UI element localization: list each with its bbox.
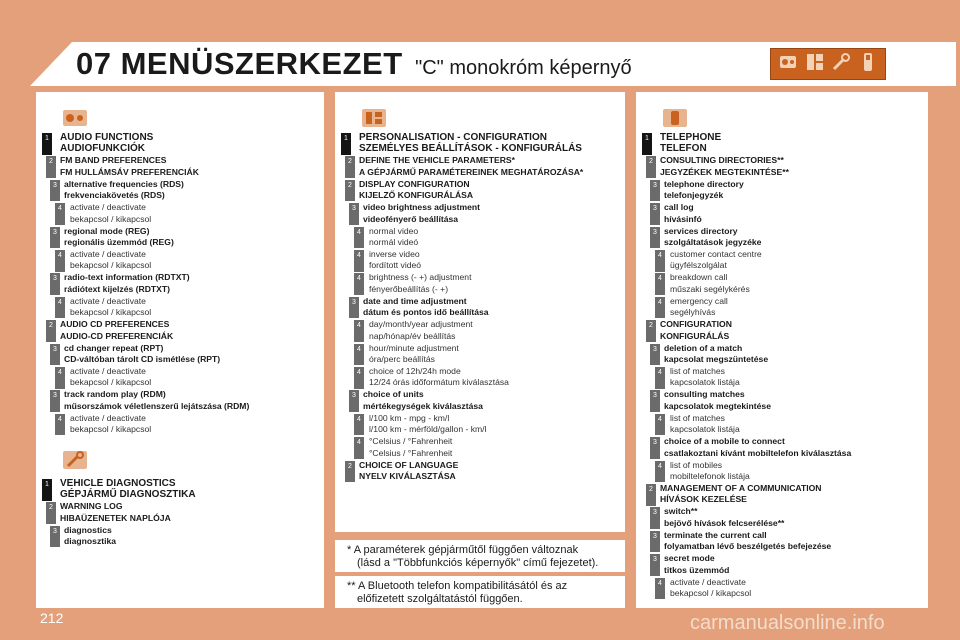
menu-entry-line: HÍVÁSOK KEZELÉSE (660, 494, 747, 505)
menu-entry-line: customer contact centre (670, 249, 762, 259)
menu-entry-line: date and time adjustment (363, 295, 467, 306)
menu-entry-line: DISPLAY CONFIGURATION (359, 178, 470, 189)
menu-entry-line: frekvenciakövetés (RDS) (64, 190, 165, 201)
menu-entry-line: activate / deactivate (670, 576, 746, 587)
menu-entry-line: track random play (RDM) (64, 389, 166, 400)
footnote-2 (335, 576, 625, 608)
menu-entry-line: activate / deactivate (70, 412, 146, 423)
level-4-badge: 4 (655, 578, 665, 600)
menu-entry-line: folyamatban lévő beszélgetés befejezése (664, 541, 832, 552)
level-2-badge: 2 (646, 320, 656, 342)
level-4-badge: 4 (55, 297, 65, 319)
level-2-badge: 2 (46, 502, 56, 524)
level-2-badge: 2 (345, 180, 355, 202)
header-icon-strip (770, 48, 886, 80)
menu-entry-line: services directory (664, 225, 738, 236)
level-4-badge: 4 (655, 273, 665, 295)
page-number: 212 (40, 610, 64, 626)
menu-entry-line: radio-text information (RDTXT) (64, 272, 190, 283)
level-2-badge: 2 (646, 156, 656, 178)
personalisation-icon (804, 51, 826, 78)
menu-entry-line: bekapcsol / kikapcsol (70, 260, 152, 271)
menu-entry-line: terminate the current call (664, 529, 767, 540)
menu-entry-line: consulting matches (664, 389, 745, 400)
menu-entry-line: kapcsolatok megtekintése (664, 400, 771, 411)
menu-entry-line: CONSULTING DIRECTORIES** (660, 155, 784, 166)
level-4-badge: 4 (354, 273, 364, 295)
menu-entry-line: video brightness adjustment (363, 202, 480, 213)
menu-entry-line: TELEFON (660, 143, 707, 155)
menu-entry-line: A GÉPJÁRMŰ PARAMÉTEREINEK MEGHATÁROZÁSA* (359, 166, 584, 177)
level-3-badge: 3 (50, 273, 60, 295)
menu-entry-line: műsorszámok véletlenszerű lejátszása (RDM) (64, 400, 250, 411)
menu-entry-line: videofényerő beállítása (363, 213, 459, 224)
menu-entry-line: AUDIO CD PREFERENCES (60, 319, 170, 330)
menu-entry-line: kapcsolat megszüntetése (664, 353, 769, 364)
level-4-badge: 4 (354, 437, 364, 459)
level-4-badge: 4 (55, 203, 65, 225)
menu-entry-line: DEFINE THE VEHICLE PARAMETERS* (359, 155, 515, 166)
diagnostics-icon (62, 450, 88, 470)
menu-entry-line: l/100 km - mérföld/gallon - km/l (369, 424, 487, 435)
level-3-badge: 3 (650, 203, 660, 225)
level-2-badge: 2 (46, 320, 56, 342)
level-3-badge: 3 (650, 437, 660, 459)
level-4-badge: 4 (655, 297, 665, 319)
level-3-badge: 3 (650, 390, 660, 412)
level-3-badge: 3 (50, 180, 60, 202)
level-4-badge: 4 (354, 227, 364, 249)
menu-entry-line: AUDIOFUNKCIÓK (60, 143, 145, 155)
menu-entry-line: activate / deactivate (70, 366, 146, 376)
audio-icon (62, 108, 88, 128)
menu-entry-line: telephone directory (664, 178, 744, 189)
menu-entry-line: FM HULLÁMSÁV PREFERENCIÁK (60, 166, 199, 177)
menu-entry-line: ügyfélszolgálat (670, 260, 727, 271)
level-3-badge: 3 (650, 507, 660, 529)
menu-entry-line: hour/minute adjustment (369, 342, 459, 353)
menu-entry-line: HIBAÜZENETEK NAPLÓJA (60, 512, 171, 523)
menu-entry-line: fényerőbeállítás (- +) (369, 283, 449, 294)
audio-icon (777, 51, 799, 78)
menu-entry-line: inverse video (369, 249, 420, 259)
menu-entry-line: FM BAND PREFERENCES (60, 155, 167, 166)
menu-entry-line: bekapcsol / kikapcsol (70, 213, 152, 224)
menu-entry-line: AUDIO FUNCTIONS (60, 132, 154, 143)
level-4-badge: 4 (354, 414, 364, 436)
level-4-badge: 4 (655, 414, 665, 436)
level-2-badge: 2 (646, 484, 656, 506)
menu-entry-line: choice of units (363, 389, 424, 400)
menu-entry-line: bekapcsol / kikapcsol (70, 424, 152, 435)
level-4-badge: 4 (354, 344, 364, 366)
personalisation-panel (335, 92, 625, 532)
level-1-badge: 1 (42, 133, 52, 155)
menu-entry-line: l/100 km - mpg - km/l (369, 412, 450, 423)
page-header (30, 42, 956, 86)
menu-entry-line: NYELV KIVÁLASZTÁSA (359, 470, 456, 481)
watermark: carmanualsonline.info (690, 612, 885, 634)
level-2-badge: 2 (345, 461, 355, 483)
telephone-panel (636, 92, 928, 608)
menu-entry-line: óra/perc beállítás (369, 353, 435, 364)
personalisation-icon (361, 108, 387, 128)
menu-entry-line: diagnostics (64, 524, 112, 535)
page-title (76, 46, 632, 82)
menu-entry-line: nap/hónap/év beállítás (369, 330, 456, 341)
diagnostics-icon (830, 51, 852, 78)
menu-entry-line: titkos üzemmód (664, 564, 730, 575)
menu-entry-line: 12/24 órás időformátum kiválasztása (369, 377, 509, 388)
menu-entry-line: breakdown call (670, 272, 728, 283)
menu-entry-line: alternative frequencies (RDS) (64, 178, 184, 189)
footnote-2-line-2: előfizetett szolgáltatástól függően. (357, 593, 523, 605)
level-4-badge: 4 (655, 461, 665, 483)
menu-entry-line: mértékegységek kiválasztása (363, 400, 483, 411)
level-2-badge: 2 (46, 156, 56, 178)
level-3-badge: 3 (349, 203, 359, 225)
footnote-1-line-2: (lásd a "Többfunkciós képernyők" című fejezetet). (357, 557, 599, 569)
footnote-1 (335, 540, 625, 572)
level-3-badge: 3 (50, 390, 60, 412)
menu-entry-line: diagnosztika (64, 536, 117, 547)
menu-entry-line: cd changer repeat (RPT) (64, 342, 164, 353)
menu-entry-line: list of matches (670, 366, 725, 376)
level-4-badge: 4 (354, 367, 364, 389)
level-3-badge: 3 (349, 297, 359, 319)
telephone-icon (857, 51, 879, 78)
menu-entry-line: °Celsius / °Fahrenheit (369, 436, 453, 447)
menu-entry-line: regional mode (REG) (64, 225, 150, 236)
menu-entry-line: JEGYZÉKEK MEGTEKINTÉSE** (660, 166, 789, 177)
title-subtitle: "C" monokróm képernyő (415, 57, 632, 79)
level-1-badge: 1 (341, 133, 351, 155)
menu-entry-line: WARNING LOG (60, 501, 123, 512)
level-3-badge: 3 (650, 344, 660, 366)
menu-entry-line: regionális üzemmód (REG) (64, 236, 174, 247)
level-3-badge: 3 (50, 526, 60, 548)
audio-and-diagnostics-panel (36, 92, 324, 608)
menu-entry-line: bekapcsol / kikapcsol (70, 307, 152, 318)
menu-entry-line: KIJELZŐ KONFIGURÁLÁSA (359, 190, 474, 201)
level-2-badge: 2 (345, 156, 355, 178)
menu-entry-line: day/month/year adjustment (369, 319, 473, 330)
menu-entry-line: rádiótext kijelzés (RDTXT) (64, 283, 171, 294)
menu-entry-line: call log (664, 202, 694, 213)
menu-entry-line: bekapcsol / kikapcsol (670, 587, 752, 598)
level-4-badge: 4 (55, 414, 65, 436)
level-3-badge: 3 (349, 390, 359, 412)
level-3-badge: 3 (650, 531, 660, 553)
menu-entry-line: segélyhívás (670, 307, 716, 318)
level-1-badge: 1 (642, 133, 652, 155)
level-4-badge: 4 (55, 367, 65, 389)
level-4-badge: 4 (55, 250, 65, 272)
menu-entry-line: MANAGEMENT OF A COMMUNICATION (660, 483, 822, 493)
menu-entry-line: TELEPHONE (660, 132, 722, 143)
menu-entry-line: emergency call (670, 295, 728, 306)
menu-entry-line: list of mobiles (670, 459, 723, 470)
level-4-badge: 4 (655, 367, 665, 389)
menu-entry-line: csatlakoztani kívánt mobiltelefon kiválasztása (664, 447, 852, 458)
menu-entry-line: dátum és pontos idő beállítása (363, 307, 489, 318)
menu-entry-line: kapcsolatok listája (670, 377, 740, 388)
menu-entry-line: bejövő hívások felcserélése** (664, 517, 785, 528)
level-3-badge: 3 (650, 554, 660, 576)
menu-entry-line: VEHICLE DIAGNOSTICS (60, 478, 176, 489)
menu-entry-line: deletion of a match (664, 342, 743, 353)
menu-entry-line: telefonjegyzék (664, 190, 724, 201)
title-main: 07 MENÜSZERKEZET (76, 46, 403, 81)
menu-entry-line: SZEMÉLYES BEÁLLÍTÁSOK - KONFIGURÁLÁS (359, 143, 582, 155)
menu-entry-line: switch** (664, 506, 698, 517)
menu-entry-line: fordított videó (369, 260, 422, 271)
menu-entry-line: CONFIGURATION (660, 319, 732, 330)
telephone-icon (662, 108, 688, 128)
menu-entry-line: hívásinfó (664, 213, 702, 224)
level-3-badge: 3 (50, 227, 60, 249)
menu-entry-line: °Celsius / °Fahrenheit (369, 447, 453, 458)
menu-entry-line: choice of 12h/24h mode (369, 366, 461, 376)
footnote-2-line-1: ** A Bluetooth telefon kompatibilitásától és az (347, 580, 568, 592)
menu-entry-line: CHOICE OF LANGUAGE (359, 459, 459, 470)
menu-entry-line: normal video (369, 225, 419, 236)
menu-entry-line: list of matches (670, 412, 725, 423)
menu-entry-line: szolgáltatások jegyzéke (664, 236, 762, 247)
menu-entry-line: KONFIGURÁLÁS (660, 330, 730, 341)
footnote-1-line-1: * A paraméterek gépjárműtől függően változnak (347, 544, 579, 556)
menu-entry-line: GÉPJÁRMŰ DIAGNOSZTIKA (60, 489, 196, 501)
menu-entry-line: choice of a mobile to connect (664, 436, 785, 447)
level-4-badge: 4 (354, 320, 364, 342)
level-3-badge: 3 (650, 227, 660, 249)
menu-entry-line: műszaki segélykérés (670, 283, 750, 294)
menu-entry-line: bekapcsol / kikapcsol (70, 377, 152, 388)
menu-entry-line: activate / deactivate (70, 295, 146, 306)
level-4-badge: 4 (655, 250, 665, 272)
menu-entry-line: CD-váltóban tárolt CD ismétlése (RPT) (64, 353, 221, 364)
menu-entry-line: secret mode (664, 553, 715, 564)
menu-entry-line: activate / deactivate (70, 249, 146, 259)
menu-entry-line: brightness (- +) adjustment (369, 272, 472, 283)
menu-entry-line: activate / deactivate (70, 202, 146, 213)
menu-entry-line: AUDIO-CD PREFERENCIÁK (60, 330, 174, 341)
menu-entry-line: mobiltelefonok listája (670, 470, 750, 481)
level-4-badge: 4 (354, 250, 364, 272)
menu-entry-line: PERSONALISATION - CONFIGURATION (359, 132, 547, 143)
level-1-badge: 1 (42, 479, 52, 501)
level-3-badge: 3 (50, 344, 60, 366)
level-3-badge: 3 (650, 180, 660, 202)
menu-entry-line: kapcsolatok listája (670, 424, 740, 435)
menu-entry-line: normál videó (369, 236, 419, 247)
